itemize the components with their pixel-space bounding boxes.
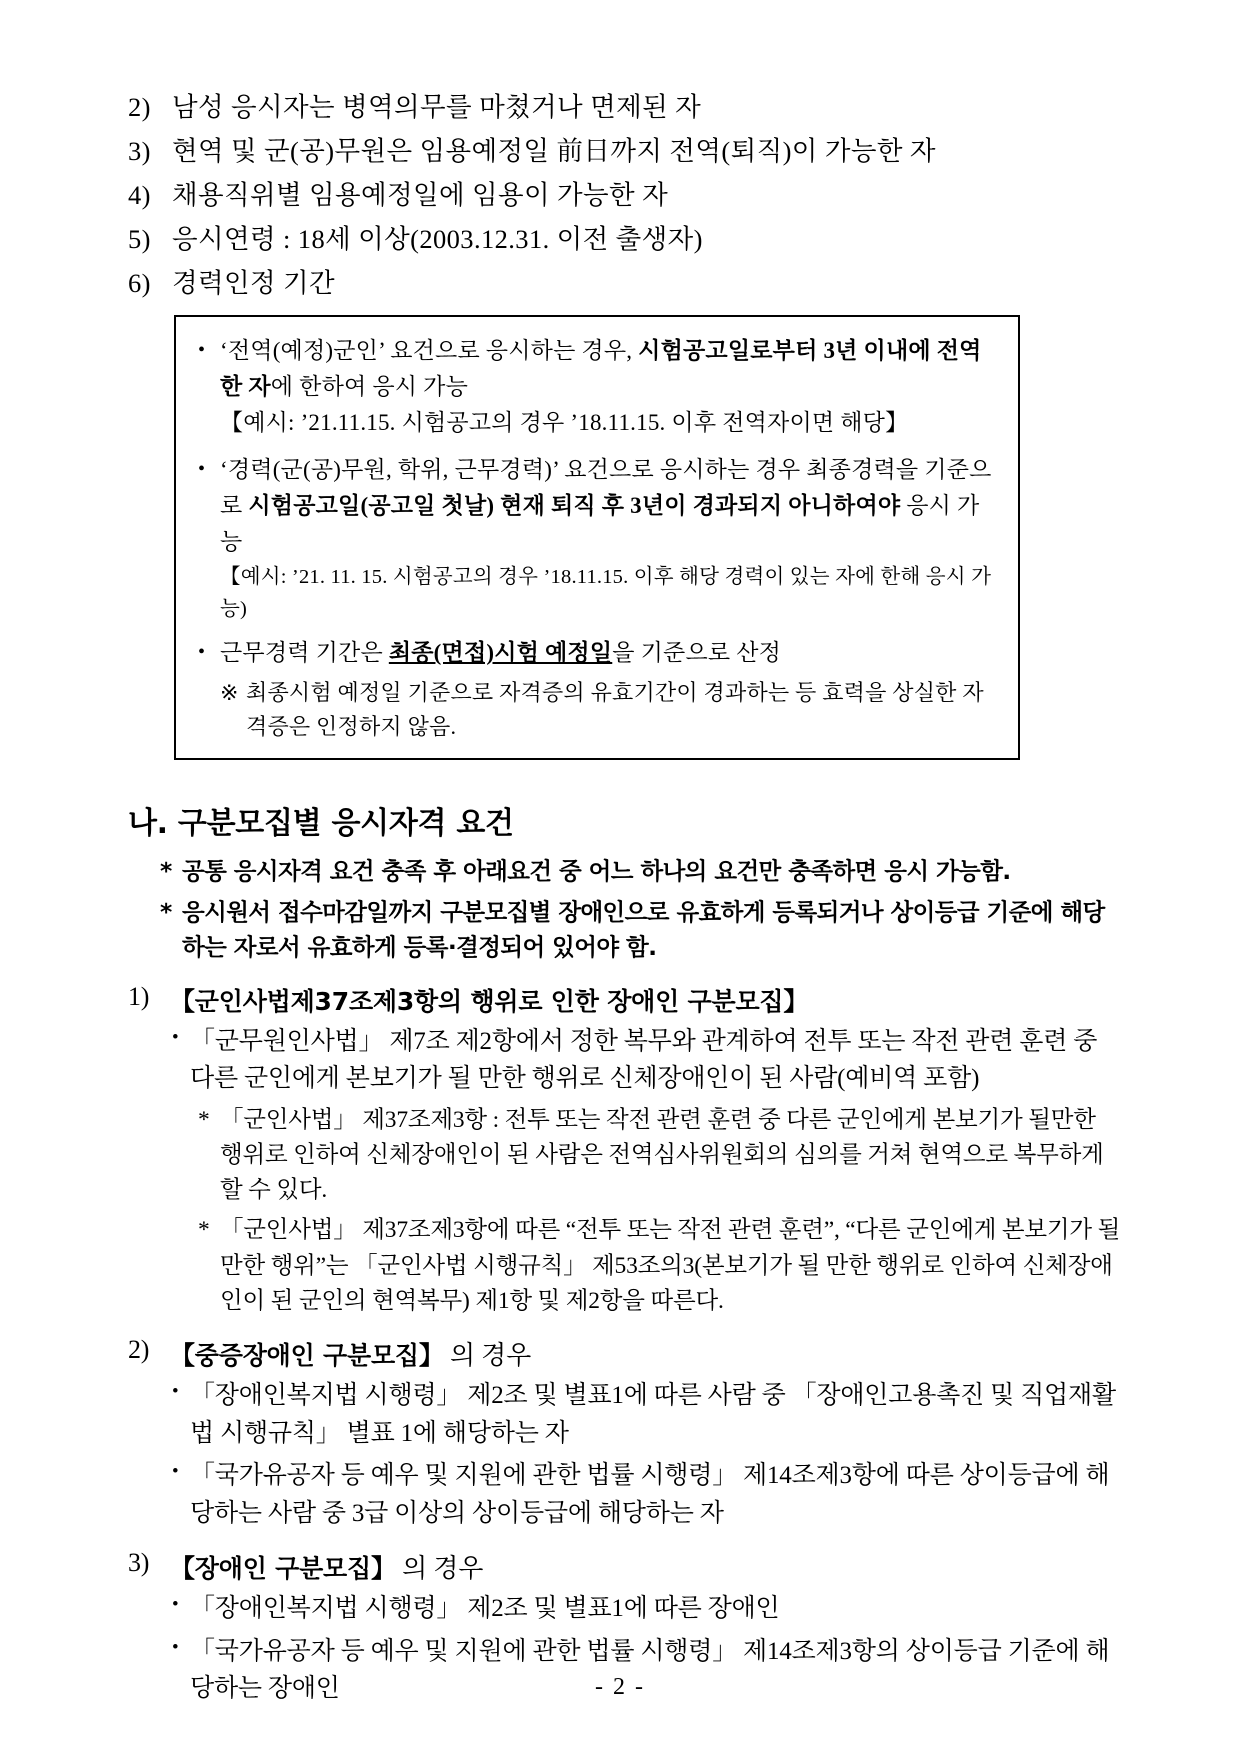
requirement-item-1-star-2-text: 「군인사법」 제37조제3항에 따른 “전투 또는 작전 관련 훈련”, “다른 군인에게 본보기가 될 만한 행위”는 「군인사법 시행규칙」 제53조의3(본보기가 될 만한 행위로 인하여 신체장애인이 된 군인의 현역복무) 제1항 및 제2항을 따른다. <box>220 1217 1121 1314</box>
note-bullet-3-text-b: 을 기준으로 산정 <box>612 640 782 666</box>
list-item <box>128 130 1122 173</box>
bullet-dot-icon: • <box>172 1636 179 1658</box>
list-marker: 1) <box>128 981 150 1011</box>
note-bullet-1 <box>198 333 996 442</box>
requirement-item-2-tail: 의 경우 <box>443 1341 532 1371</box>
requirement-item-3-bullet-1-text: 「장애인복지법 시행령」 제2조 및 별표1에 따른 장애인 <box>190 1595 780 1623</box>
bullet-dot-icon: • <box>198 641 206 664</box>
reference-mark-icon: ※ <box>220 679 239 705</box>
bullet-dot-icon: • <box>172 1026 179 1048</box>
requirement-item-1-head <box>128 982 1122 1018</box>
requirement-item-2 <box>128 1335 1122 1532</box>
note-bullet-1-bold: 시험공고일로부터 3년 이내에 전역한 자 <box>220 337 982 399</box>
bullet-dot-icon: • <box>172 1381 179 1403</box>
requirement-item-3-tail: 의 경우 <box>395 1554 484 1584</box>
note-bullet-2-bold: 시험공고일(공고일 첫날) 현재 퇴직 후 3년이 경과되지 아니하여야 <box>248 492 901 518</box>
section-star-note-2 <box>160 895 1122 966</box>
requirement-item-2-bullet-2-text: 「국가유공자 등 예우 및 지원에 관한 법률 시행령」 제14조제3항에 따른 상이등급에 해당하는 사람 중 3급 이상의 상이등급에 해당하는 자 <box>190 1462 1110 1527</box>
bullet-dot-icon: • <box>198 457 206 480</box>
list-item <box>128 218 1122 261</box>
list-marker: 4) <box>128 179 151 210</box>
requirement-item-1-bullet-1-text: 「군무원인사법」 제7조 제2항에서 정한 복무와 관계하여 전투 또는 작전 관련 훈련 중 다른 군인에게 본보기가 될 만한 행위로 신체장애인이 된 사람(예비역 포함) <box>190 1027 1098 1093</box>
note-bullet-2-text-a: ‘경력(군(공)무원, 학위, 근무경력)’ 요건으로 응시하는 경우 최종경력을 기준으로 <box>220 456 992 518</box>
list-marker: 6) <box>128 267 151 298</box>
requirement-item-1-star-1 <box>198 1103 1122 1209</box>
requirement-item-2-head <box>128 1335 1122 1372</box>
requirement-item-3-head <box>128 1548 1122 1585</box>
bullet-dot-icon: • <box>172 1461 179 1483</box>
list-marker: 3) <box>128 1548 150 1578</box>
requirement-item-2-bullet-2 <box>172 1457 1122 1532</box>
list-marker: 3) <box>128 135 151 166</box>
list-marker: 5) <box>128 223 151 254</box>
note-bullet-1-example: 【예시: ’21.11.15. 시험공고의 경우 ’18.11.15. 이후 전역자이면 해당】 <box>220 410 909 436</box>
requirement-item-1-star-2 <box>198 1213 1122 1319</box>
note-bullet-3-subnote-text: 최종시험 예정일 기준으로 자격증의 유효기간이 경과하는 등 효력을 상실한 자격증은 인정하지 않음. <box>246 679 984 739</box>
list-text: 채용직위별 임용예정일에 임용이 가능한 자 <box>172 179 669 210</box>
list-marker: 2) <box>128 92 151 122</box>
career-recognition-note-box <box>174 315 1020 760</box>
common-requirements-list <box>128 86 1122 305</box>
bullet-dot-icon: • <box>172 1594 179 1616</box>
requirement-item-3-bullet-1 <box>172 1590 1122 1628</box>
note-bullet-2 <box>198 452 996 626</box>
note-bullet-2-example: 【예시: ’21. 11. 15. 시험공고의 경우 ’18.11.15. 이후 해당 경력이 있는 자에 한해 응시 가능) <box>220 565 992 620</box>
asterisk-icon: * <box>198 1106 210 1133</box>
requirement-item-1-star-1-text: 「군인사법」 제37조제3항 : 전투 또는 작전 관련 훈련 중 다른 군인에게 본보기가 될만한 행위로 인하여 신체장애인이 된 사람은 전역심사위원회의 심의를 거쳐 현역으로 복무하게 할 수 있다. <box>220 1106 1104 1204</box>
list-text: 남성 응시자는 병역의무를 마쳤거나 면제된 자 <box>172 92 702 122</box>
requirement-item-2-bullet-1 <box>172 1377 1122 1452</box>
list-text: 응시연령 : 18세 이상(2003.12.31. 이전 출생자) <box>172 223 703 254</box>
section-heading: 나. 구분모집별 응시자격 요건 <box>128 805 514 841</box>
requirement-item-2-title: 【중증장애인 구분모집】 <box>170 1341 444 1371</box>
note-bullet-3 <box>198 635 996 744</box>
requirement-item-1-bullet-1 <box>172 1023 1122 1098</box>
list-item <box>128 86 1122 129</box>
asterisk-icon: * <box>160 898 172 927</box>
requirement-item-3-title: 【장애인 구분모집】 <box>170 1554 396 1584</box>
asterisk-icon: * <box>160 856 172 885</box>
note-bullet-3-bold: 최종(면접)시험 예정일 <box>388 640 613 666</box>
bullet-dot-icon: • <box>198 338 206 361</box>
section-star-note-1 <box>160 854 1122 889</box>
list-item <box>128 174 1122 217</box>
note-bullet-3-text-a: 근무경력 기간은 <box>220 640 389 666</box>
page-number: - 2 - <box>595 1674 645 1700</box>
note-bullet-3-subnote <box>220 676 996 744</box>
requirement-item-1 <box>128 982 1122 1320</box>
note-bullet-1-text-b: 에 한하여 응시 가능 <box>270 373 468 399</box>
requirement-item-2-bullet-1-text: 「장애인복지법 시행령」 제2조 및 별표1에 따른 사람 중 「장애인고용촉진 및 직업재활법 시행규칙」 별표 1에 해당하는 자 <box>190 1382 1116 1447</box>
requirement-item-3-bullet-2-text: 「국가유공자 등 예우 및 지원에 관한 법률 시행령」 제14조제3항의 상이등급 기준에 해당하는 장애인 <box>190 1637 1110 1703</box>
list-text: 경력인정 기간 <box>172 267 336 298</box>
requirement-item-1-title: 【군인사법제37조제3항의 행위로 인한 장애인 구분모집】 <box>170 986 809 1016</box>
section-star-note-2-text: 응시원서 접수마감일까지 구분모집별 장애인으로 유효하게 등록되거나 상이등급 기준에 해당하는 자로서 유효하게 등록·결정되어 있어야 함. <box>182 898 1105 962</box>
note-bullet-1-text-a: ‘전역(예정)군인’ 요건으로 응시하는 경우, <box>220 337 639 363</box>
section-star-note-1-text: 공통 응시자격 요건 충족 후 아래요건 중 어느 하나의 요건만 충족하면 응시 가능함. <box>182 856 1011 885</box>
list-text: 현역 및 군(공)무원은 임용예정일 前日까지 전역(퇴직)이 가능한 자 <box>172 135 936 166</box>
list-marker: 2) <box>128 1335 150 1365</box>
note-bullet-2-text-b: 응시 가능 <box>220 492 980 555</box>
list-item <box>128 262 1122 305</box>
asterisk-icon: * <box>198 1217 210 1244</box>
